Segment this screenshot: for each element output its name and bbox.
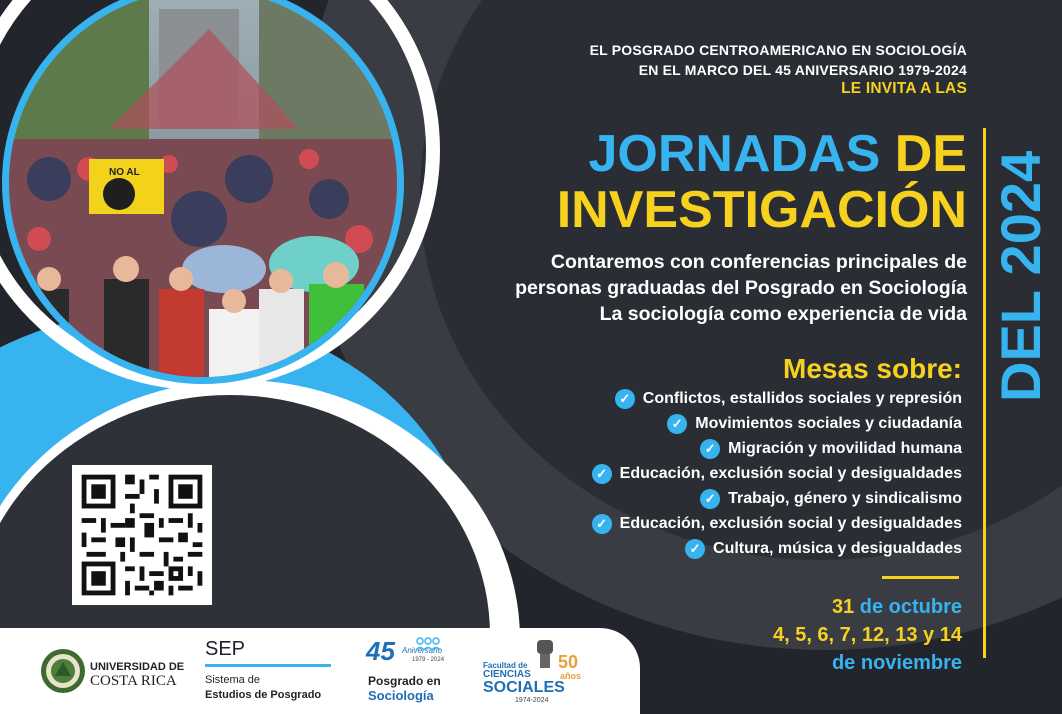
date-line-1 — [832, 596, 962, 619]
title-word-jornadas: JORNADAS — [588, 125, 881, 183]
logo-footer — [0, 628, 640, 714]
vertical-title-box — [990, 132, 1056, 402]
header-line-3: LE INVITA A LAS — [841, 80, 967, 97]
check-icon: ✓ — [700, 439, 720, 459]
mesa-item-label: Conflictos, estallidos sociales y represión — [642, 390, 962, 407]
date-day: 31 — [831, 596, 855, 618]
posgrado-line-2: Sociología — [368, 688, 434, 703]
mesa-item-label: Educación, exclusión social y desigualdades — [619, 465, 962, 482]
mesa-item-label: Migración y movilidad humana — [728, 440, 962, 457]
subtitle-line-2: personas graduadas del Posgrado en Sociología — [515, 277, 967, 299]
qr-code-icon — [72, 465, 212, 605]
fcs-anos: años — [560, 671, 582, 681]
posgrado-years: 1979 - 2024 — [412, 657, 445, 663]
banner-text: NO AL — [109, 167, 140, 178]
vertical-title: DEL 2024 — [989, 150, 1052, 402]
mesa-item-label: Educación, exclusión social y desigualdades — [619, 515, 962, 532]
mesa-item-label: Movimientos sociales y ciudadanía — [695, 415, 962, 432]
sep-line-2: Estudios de Posgrado — [205, 689, 322, 701]
date-rule — [882, 576, 959, 579]
fcs-line-3: SOCIALES — [483, 679, 565, 696]
title-word-investigacion: INVESTIGACIÓN — [556, 181, 967, 239]
vertical-rule — [983, 128, 986, 658]
mesas-heading: Mesas sobre: — [783, 353, 962, 384]
people-icon — [415, 636, 441, 650]
posgrado-aniversario: Aniversario — [402, 646, 443, 655]
qr-code[interactable] — [72, 465, 212, 605]
check-icon: ✓ — [592, 514, 612, 534]
mesa-item — [592, 464, 962, 484]
ucr-name-line-1: UNIVERSIDAD DE — [90, 661, 185, 673]
date-month-1: de octubre — [859, 596, 962, 618]
march-photo — [2, 0, 404, 384]
fcs-line-2: CIENCIAS — [483, 669, 531, 680]
header-line-1: EL POSGRADO CENTROAMERICANO EN SOCIOLOGÍA — [589, 42, 967, 58]
ucr-seal-icon — [40, 648, 86, 694]
fcs-50: 50 — [558, 652, 579, 672]
mesa-item — [592, 514, 962, 534]
sep-title: SEP — [205, 638, 246, 660]
fcs-years: 1974-2024 — [515, 697, 549, 704]
check-icon: ✓ — [592, 464, 612, 484]
mesa-item-label: Cultura, música y desigualdades — [713, 540, 962, 557]
sep-line-1: Sistema de — [205, 674, 261, 686]
check-icon: ✓ — [667, 414, 687, 434]
title-line-1 — [588, 125, 967, 183]
subtitle-line-3: La sociología como experiencia de vida — [599, 303, 967, 325]
fcs-line-1: Facultad de — [483, 661, 528, 670]
header-line-2: EN EL MARCO DEL 45 ANIVERSARIO 1979-2024 — [638, 62, 967, 78]
mesa-item-label: Trabajo, género y sindicalismo — [728, 490, 962, 507]
date-line-3: de noviembre — [831, 652, 962, 674]
check-icon: ✓ — [685, 539, 705, 559]
check-icon: ✓ — [700, 489, 720, 509]
mesa-item — [667, 414, 962, 434]
title-word-de: DE — [894, 125, 967, 183]
posgrado-line-1: Posgrado en — [368, 674, 441, 688]
subtitle-line-1: Contaremos con conferencias principales de — [550, 251, 967, 273]
mesa-item — [700, 439, 962, 459]
mesa-item — [700, 489, 962, 509]
check-icon: ✓ — [615, 389, 635, 409]
mesa-item — [615, 389, 962, 409]
mesa-item — [685, 539, 962, 559]
ucr-name-line-2: COSTA RICA — [90, 673, 177, 689]
sep-rule — [205, 664, 331, 667]
date-line-2: 4, 5, 6, 7, 12, 13 y 14 — [772, 624, 962, 646]
fist-icon — [534, 638, 556, 668]
posgrado-45: 45 — [366, 636, 395, 666]
